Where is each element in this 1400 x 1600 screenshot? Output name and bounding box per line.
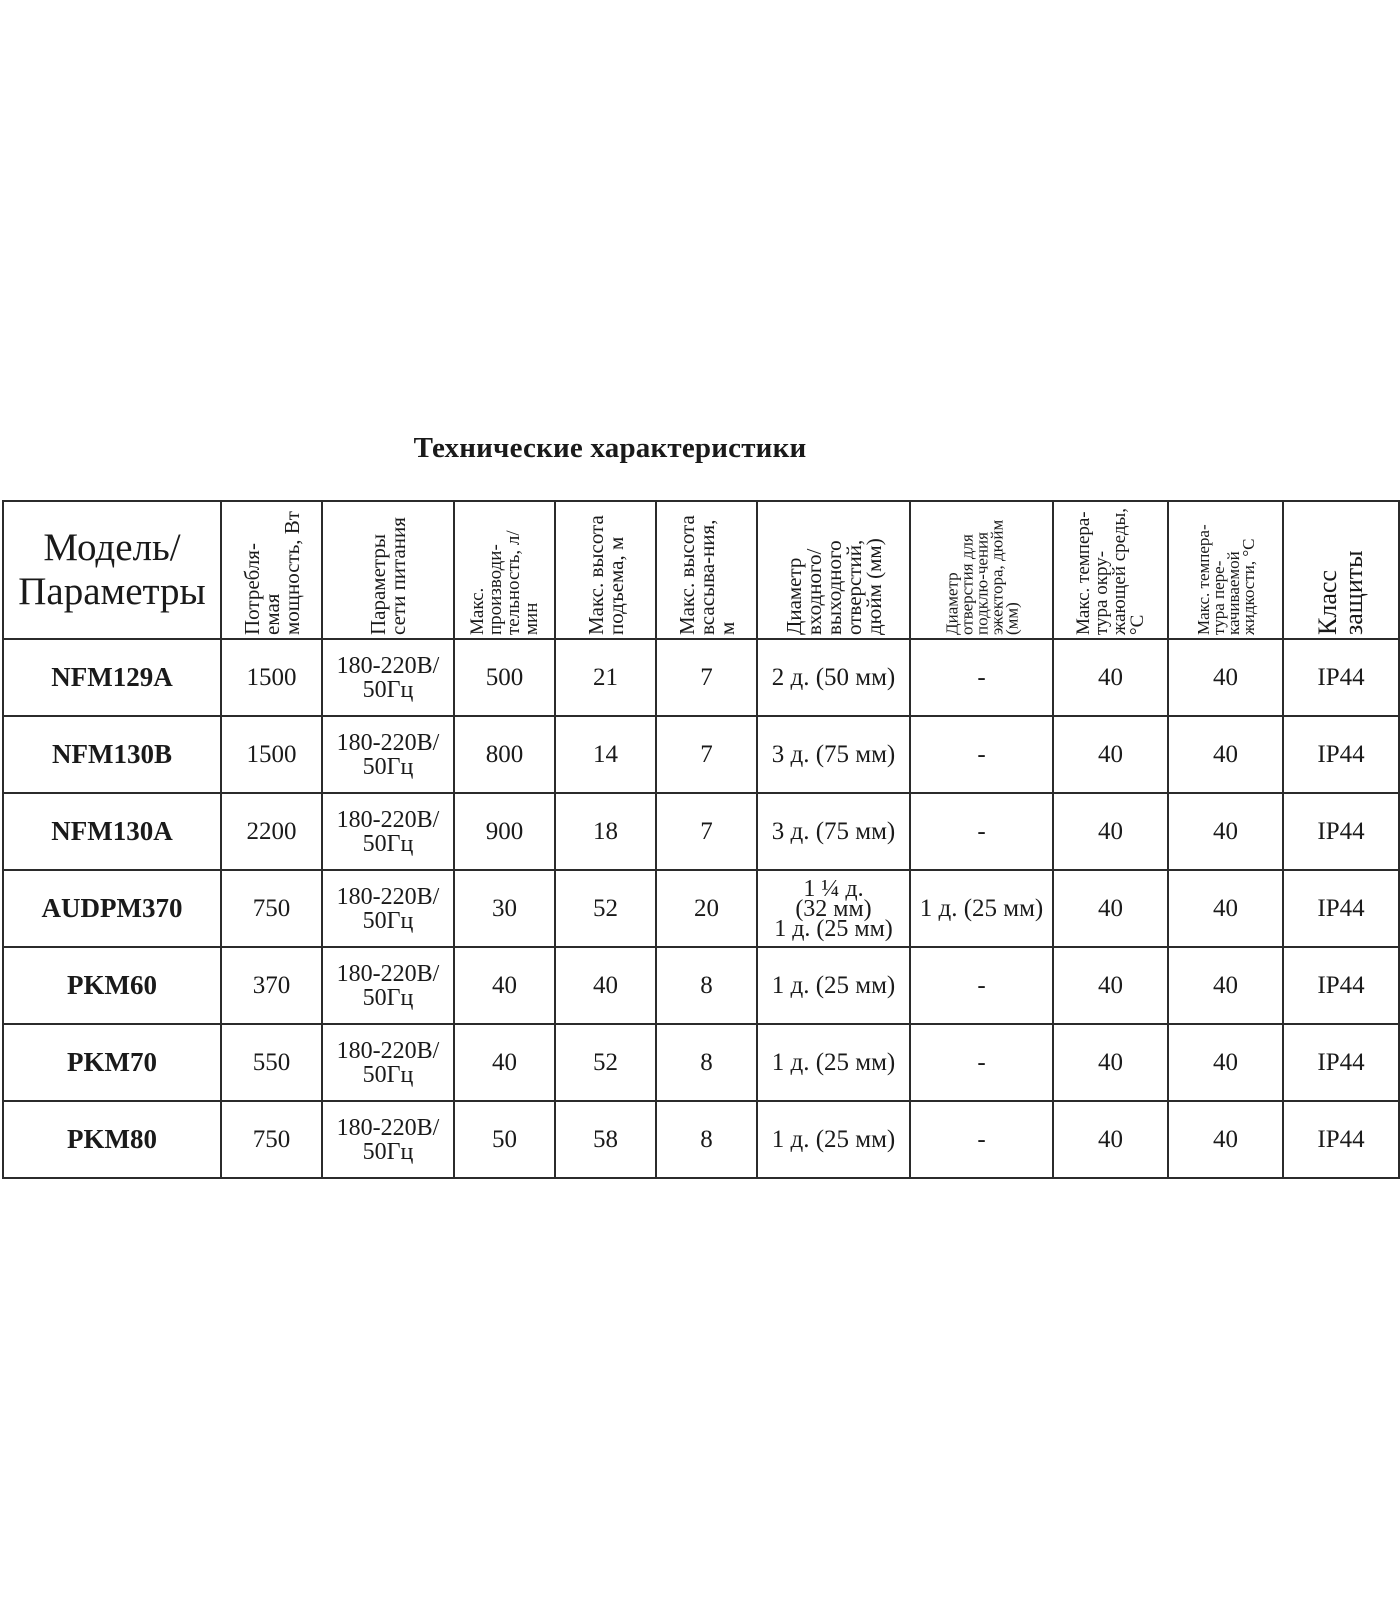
cell-lift: 52 <box>555 1024 656 1101</box>
cell-diameter <box>757 793 910 870</box>
cell-ejector: - <box>910 1024 1053 1101</box>
cell-lift: 58 <box>555 1101 656 1178</box>
cell-line: 50Гц <box>362 753 414 780</box>
cell-capacity: 500 <box>454 639 555 716</box>
cell-ambient-temp: 40 <box>1053 947 1168 1024</box>
header-capacity <box>454 501 555 639</box>
cell-capacity: 50 <box>454 1101 555 1178</box>
cell-diameter <box>757 1024 910 1101</box>
cell-liquid-temp: 40 <box>1168 870 1283 947</box>
cell-line: 180-220В/ <box>336 1114 440 1141</box>
cell-line: 50Гц <box>362 984 414 1011</box>
header-model-line: Параметры <box>18 570 206 613</box>
header-network-label: Параметры сети питания <box>366 517 410 635</box>
header-diameter-label: Диаметр входного/ выходного отверстий, дюйм (мм) <box>781 538 886 635</box>
cell-ambient-temp: 40 <box>1053 870 1168 947</box>
cell-lift: 18 <box>555 793 656 870</box>
table-row <box>3 1024 1399 1101</box>
cell-protection: IP44 <box>1283 1101 1399 1178</box>
cell-line: 50Гц <box>362 907 414 934</box>
header-suction-label: Макс. высота всасыва-ния, м <box>674 515 739 635</box>
table-row <box>3 793 1399 870</box>
header-liquid-temp <box>1168 501 1283 639</box>
cell-line: 3 д. (75 мм) <box>771 741 896 768</box>
table-row <box>3 639 1399 716</box>
cell-network <box>322 716 454 793</box>
cell-line: 1 д. (25 мм) <box>771 1049 896 1076</box>
header-row <box>3 501 1399 639</box>
page-title: Технические характеристики <box>413 432 807 464</box>
header-liquid-temp-label: Макс. темпера-тура пере-качиваемой жидкости, °С <box>1193 524 1258 635</box>
cell-ejector: - <box>910 947 1053 1024</box>
cell-suction: 20 <box>656 870 757 947</box>
cell-line: (32 мм) <box>795 895 872 922</box>
header-network <box>322 501 454 639</box>
cell-line: 180-220В/ <box>336 806 440 833</box>
cell-ambient-temp: 40 <box>1053 716 1168 793</box>
cell-liquid-temp: 40 <box>1168 1101 1283 1178</box>
cell-liquid-temp: 40 <box>1168 639 1283 716</box>
cell-diameter <box>757 870 910 947</box>
cell-network <box>322 1101 454 1178</box>
cell-ambient-temp: 40 <box>1053 793 1168 870</box>
cell-ejector: - <box>910 639 1053 716</box>
cell-lift: 14 <box>555 716 656 793</box>
cell-ambient-temp: 40 <box>1053 1024 1168 1101</box>
cell-line: 1 д. (25 мм) <box>771 972 896 999</box>
cell-diameter <box>757 639 910 716</box>
cell-line: 50Гц <box>362 1061 414 1088</box>
cell-line: 50Гц <box>362 830 414 857</box>
cell-suction: 8 <box>656 1024 757 1101</box>
cell-line: 180-220В/ <box>336 1037 440 1064</box>
cell-power: 550 <box>221 1024 322 1101</box>
table-row <box>3 947 1399 1024</box>
cell-diameter <box>757 1101 910 1178</box>
header-model <box>3 501 221 639</box>
cell-power: 1500 <box>221 716 322 793</box>
header-ejector <box>910 501 1053 639</box>
cell-capacity: 800 <box>454 716 555 793</box>
spec-table <box>2 500 1400 1179</box>
cell-ejector: 1 д. (25 мм) <box>910 870 1053 947</box>
cell-power: 750 <box>221 1101 322 1178</box>
header-ambient-temp-label: Макс. темпера-тура окру-жающей среды, °С <box>1072 507 1148 635</box>
cell-capacity: 40 <box>454 1024 555 1101</box>
cell-line: 2 д. (50 мм) <box>771 664 896 691</box>
cell-ambient-temp: 40 <box>1053 1101 1168 1178</box>
table-row <box>3 1101 1399 1178</box>
cell-model: NFM129A <box>3 639 221 716</box>
cell-suction: 8 <box>656 1101 757 1178</box>
cell-suction: 7 <box>656 639 757 716</box>
cell-line: 1 д. (25 мм) <box>774 915 893 942</box>
cell-network <box>322 870 454 947</box>
header-power-label: Потребля-емая мощность, Вт <box>239 511 304 635</box>
cell-suction: 7 <box>656 793 757 870</box>
cell-network <box>322 639 454 716</box>
cell-diameter <box>757 947 910 1024</box>
header-ambient-temp <box>1053 501 1168 639</box>
cell-lift: 21 <box>555 639 656 716</box>
cell-model: AUDPM370 <box>3 870 221 947</box>
cell-power: 750 <box>221 870 322 947</box>
cell-power: 1500 <box>221 639 322 716</box>
cell-line: 3 д. (75 мм) <box>771 818 896 845</box>
cell-suction: 7 <box>656 716 757 793</box>
cell-line: 180-220В/ <box>336 960 440 987</box>
cell-network <box>322 793 454 870</box>
cell-lift: 52 <box>555 870 656 947</box>
cell-network <box>322 947 454 1024</box>
cell-liquid-temp: 40 <box>1168 716 1283 793</box>
cell-line: 1 д. (25 мм) <box>771 1126 896 1153</box>
cell-line: 1 ¼ д. <box>803 875 864 902</box>
cell-model: NFM130B <box>3 716 221 793</box>
cell-network <box>322 1024 454 1101</box>
cell-ejector: - <box>910 1101 1053 1178</box>
cell-protection: IP44 <box>1283 870 1399 947</box>
cell-model: PKM70 <box>3 1024 221 1101</box>
cell-liquid-temp: 40 <box>1168 947 1283 1024</box>
cell-liquid-temp: 40 <box>1168 793 1283 870</box>
cell-model: PKM60 <box>3 947 221 1024</box>
header-model-line: Модель/ <box>43 526 181 569</box>
table-row <box>3 716 1399 793</box>
header-diameter <box>757 501 910 639</box>
cell-model: PKM80 <box>3 1101 221 1178</box>
cell-protection: IP44 <box>1283 947 1399 1024</box>
header-protection-label: Класс защиты <box>1313 550 1368 635</box>
cell-protection: IP44 <box>1283 793 1399 870</box>
cell-line: 50Гц <box>362 1138 414 1165</box>
cell-power: 370 <box>221 947 322 1024</box>
table-row <box>3 870 1399 947</box>
header-lift <box>555 501 656 639</box>
header-lift-label: Макс. высота подъема, м <box>583 515 628 635</box>
cell-diameter <box>757 716 910 793</box>
cell-ejector: - <box>910 716 1053 793</box>
cell-protection: IP44 <box>1283 1024 1399 1101</box>
cell-ejector: - <box>910 793 1053 870</box>
cell-protection: IP44 <box>1283 716 1399 793</box>
cell-model: NFM130A <box>3 793 221 870</box>
header-protection <box>1283 501 1399 639</box>
cell-capacity: 30 <box>454 870 555 947</box>
header-suction <box>656 501 757 639</box>
cell-liquid-temp: 40 <box>1168 1024 1283 1101</box>
cell-line: 50Гц <box>362 676 414 703</box>
cell-line: 180-220В/ <box>336 883 440 910</box>
cell-capacity: 40 <box>454 947 555 1024</box>
cell-line: 180-220В/ <box>336 729 440 756</box>
cell-power: 2200 <box>221 793 322 870</box>
cell-suction: 8 <box>656 947 757 1024</box>
cell-line: 180-220В/ <box>336 652 440 679</box>
cell-ambient-temp: 40 <box>1053 639 1168 716</box>
header-ejector-label: Диаметр отверстия для подклю-чения эжектора, дюйм (мм) <box>942 519 1021 635</box>
header-capacity-label: Макс. производи-тельность, л/мин <box>466 530 542 635</box>
header-power <box>221 501 322 639</box>
cell-capacity: 900 <box>454 793 555 870</box>
cell-lift: 40 <box>555 947 656 1024</box>
cell-protection: IP44 <box>1283 639 1399 716</box>
